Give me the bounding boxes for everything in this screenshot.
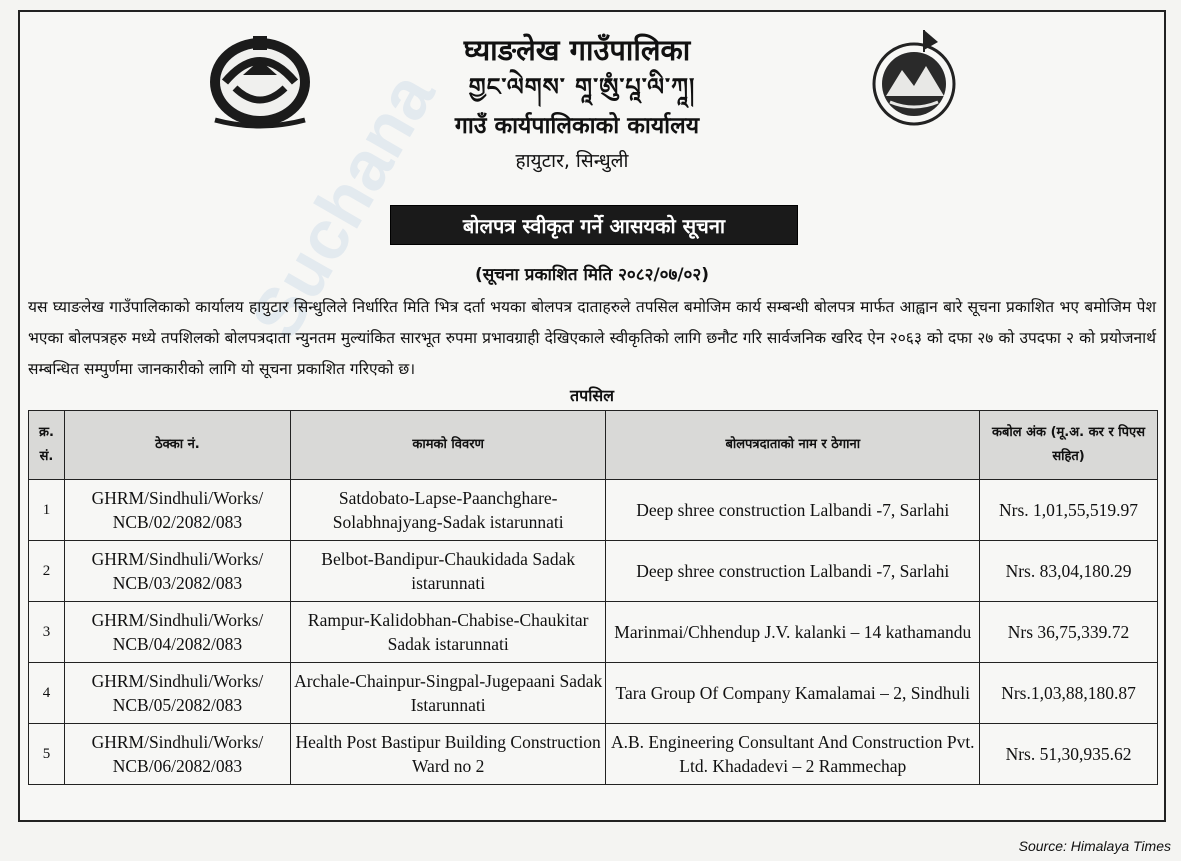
row-contract-no: GHRM/Sindhuli/Works/ NCB/04/2082/083 (64, 602, 290, 663)
row-bidder: Deep shree construction Lalbandi -7, Sarlahi (606, 480, 980, 541)
row-contract-no: GHRM/Sindhuli/Works/ NCB/06/2082/083 (64, 724, 290, 785)
row-amount: Nrs. 83,04,180.29 (980, 541, 1158, 602)
row-description: Satdobato-Lapse-Paanchghare-Solabhnajyang-Sadak istarunnati (290, 480, 606, 541)
table-header-row (29, 411, 1158, 480)
row-description: Rampur-Kalidobhan-Chabise-Chaukitar Sadak istarunnati (290, 602, 606, 663)
row-description: Archale-Chainpur-Singpal-Jugepaani Sadak Istarunnati (290, 663, 606, 724)
row-contract-no: GHRM/Sindhuli/Works/ NCB/05/2082/083 (64, 663, 290, 724)
row-serial: 4 (29, 663, 65, 724)
publish-date: (सूचना प्रकाशित मिति २०८२/०७/०२) (474, 265, 709, 285)
row-contract-no: GHRM/Sindhuli/Works/ NCB/02/2082/083 (64, 480, 290, 541)
notice-title: बोलपत्र स्वीकृत गर्ने आसयको सूचना (462, 213, 726, 238)
header-serial: क्र. सं. (29, 411, 65, 480)
row-bidder: A.B. Engineering Consultant And Construction Pvt. Ltd. Khadadevi – 2 Rammechap (606, 724, 980, 785)
row-description: Belbot-Bandipur-Chaukidada Sadak istarunnati (290, 541, 606, 602)
notice-frame (18, 10, 1166, 822)
row-bidder: Marinmai/Chhendup J.V. kalanki – 14 kathamandu (606, 602, 980, 663)
header-bidder: बोलपत्रदाताको नाम र ठेगाना (606, 411, 980, 480)
header-amount: कबोल अंक (मू.अ. कर र पिएस सहित) (980, 411, 1158, 480)
office-location: हायुटार, सिन्धुली (515, 150, 629, 172)
schedule-heading: तपसिल (569, 386, 615, 405)
header-description: कामको विवरण (290, 411, 606, 480)
table-row (29, 663, 1158, 724)
notice-title-banner (390, 205, 798, 245)
row-serial: 5 (29, 724, 65, 785)
notice-body: यस घ्याङलेख गाउँपालिकाको कार्यालय हायुटार सिन्धुलिले निर्धारित मिति भित्र दर्ता भयका बोलपत्र दाताहरुले तपसिल बमोजिम कार्य सम्बन्धी बोलपत्र मार्फत आह्वान बारे सूचना प्रकाशित भए बमोजिम पेश भएका बोलपत्रहरु मध्ये तपशिलको बोलपत्रदाता न्युनतम मुल्यांकित सारभूत रुपमा प्रभावग्राही देखिएकाले स्वीकृतिको लागि छनौट गरि सार्वजनिक खरिद ऐन २०६३ को दफा २७ को उपदफा २ को प्रयोजनार्थ सम्बन्धित सम्पुर्णमा जानकारीको लागि यो सूचना प्रकाशित गरिएको छ। (28, 298, 1156, 378)
award-table (28, 410, 1158, 785)
header-contract-no: ठेक्का नं. (64, 411, 290, 480)
row-bidder: Deep shree construction Lalbandi -7, Sarlahi (606, 541, 980, 602)
municipality-name-tibetan: གྱང་ལེགས་ གཱ་ཨུཾ་པཱ་ལི་ཀཱ། (468, 72, 696, 101)
watermark: Suchana (235, 59, 450, 352)
table-row (29, 602, 1158, 663)
row-amount: Nrs.1,03,88,180.87 (980, 663, 1158, 724)
table-row (29, 724, 1158, 785)
office-name: गाउँ कार्यपालिकाको कार्यालय (454, 113, 700, 139)
municipality-name: घ्याङलेख गाउँपालिका (463, 33, 691, 67)
row-serial: 1 (29, 480, 65, 541)
row-serial: 3 (29, 602, 65, 663)
row-bidder: Tara Group Of Company Kamalamai – 2, Sindhuli (606, 663, 980, 724)
row-contract-no: GHRM/Sindhuli/Works/ NCB/03/2082/083 (64, 541, 290, 602)
table-row (29, 541, 1158, 602)
row-amount: Nrs. 1,01,55,519.97 (980, 480, 1158, 541)
source-credit: Source: Himalaya Times (1018, 838, 1171, 854)
row-amount: Nrs. 51,30,935.62 (980, 724, 1158, 785)
row-serial: 2 (29, 541, 65, 602)
row-description: Health Post Bastipur Building Construction Ward no 2 (290, 724, 606, 785)
row-amount: Nrs 36,75,339.72 (980, 602, 1158, 663)
table-row (29, 480, 1158, 541)
